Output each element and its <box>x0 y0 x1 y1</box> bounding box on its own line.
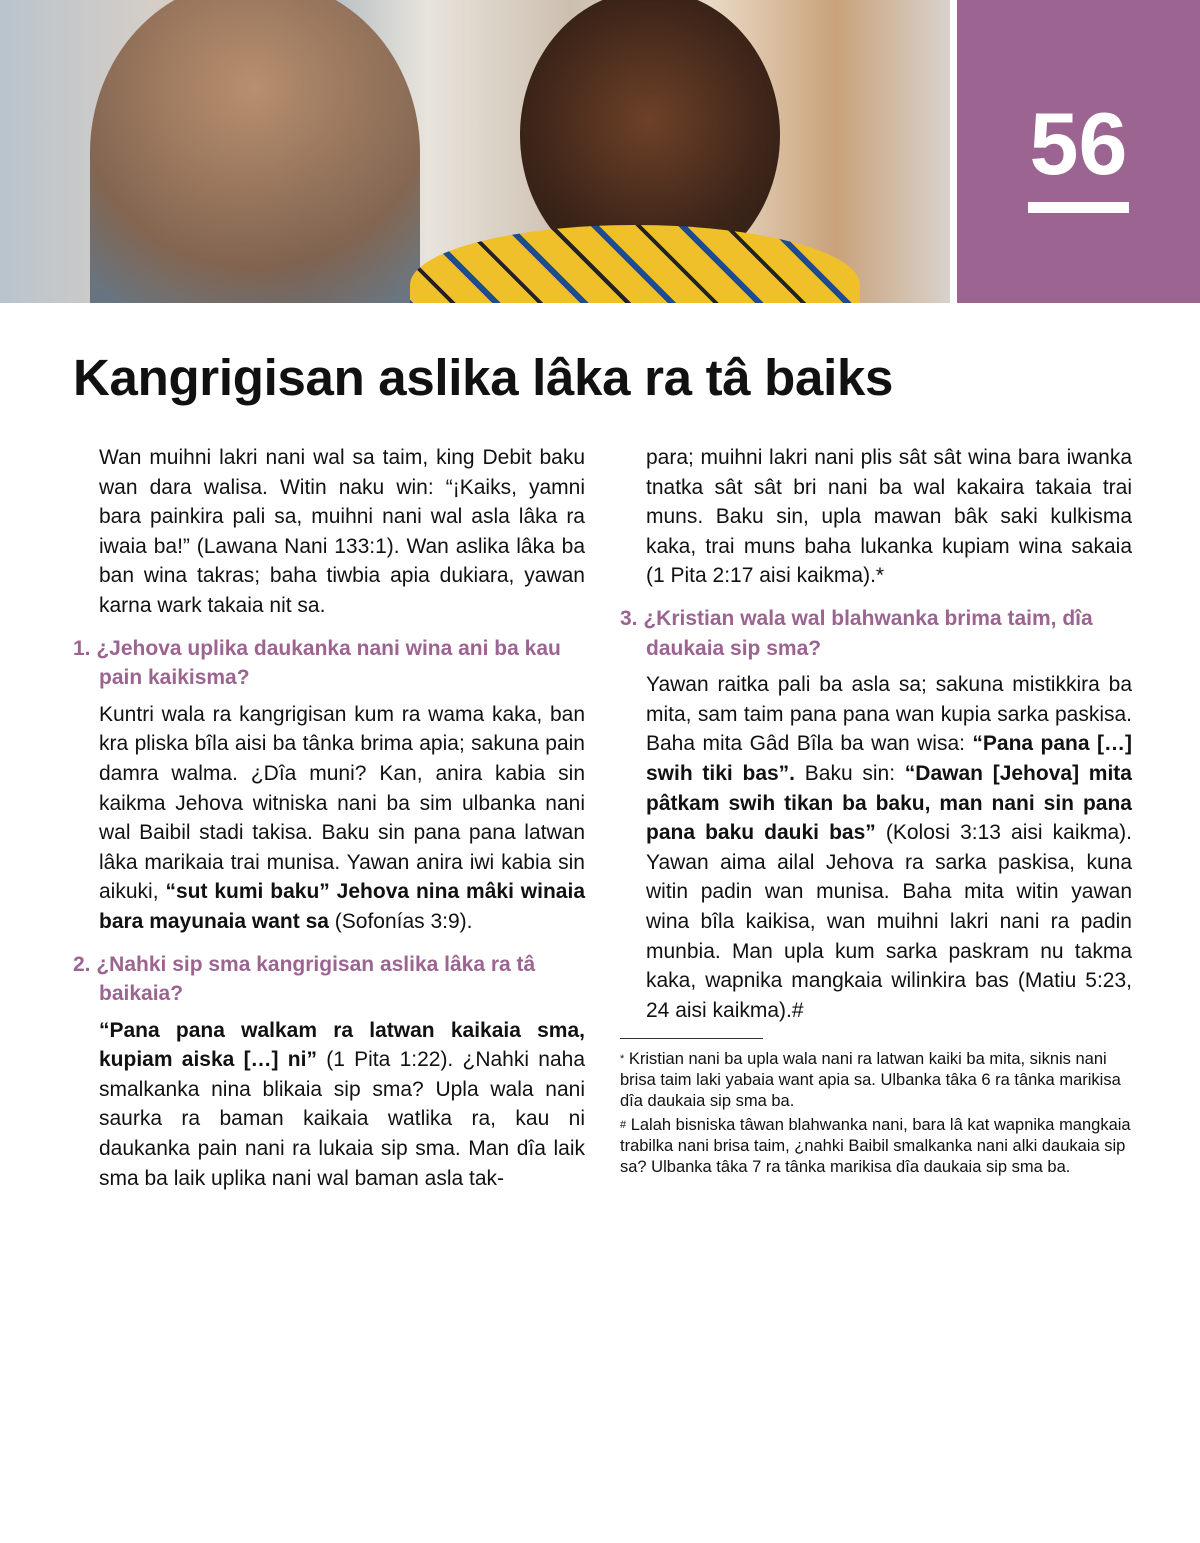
question-heading <box>73 950 585 1009</box>
footnote <box>620 1049 1132 1112</box>
bold-text: “Dawan [Jehova] mita pâtkam swih tikan ba baku, man nani sin pana pana baku dauki bas” <box>646 761 1132 845</box>
footnote <box>620 1115 1132 1178</box>
paragraph <box>99 700 585 937</box>
footnote-mark: # <box>620 1119 627 1132</box>
text: Yawan raitka pali ba asla sa; sakuna mistikkira ba mita, sam taim pana pana wan kupia sarka paskisa. Baha mita Gâd Bîla ba wan wisa: <box>646 673 1132 756</box>
paragraph <box>646 670 1132 1025</box>
lesson-number: 56 <box>1029 94 1128 193</box>
text: Kuntri wala ra kangrigisan kum ra wama kaka, ban kra pliska bîla aisi ba tânka brima apia; sakuna pain damra walma. ¿Dîa muni? Kan, anira kabia sin kaikma Jehova witniska nani ba sim ulbanka nani wal Baibil stadi takisa. Baku sin pana pana latwan lâka marikaia trai munisa. Yawan anira iwi kabia sin aikuki, <box>99 702 585 904</box>
paragraph <box>99 1016 585 1194</box>
hero-photo <box>0 0 950 303</box>
footnote-text: Kristian nani ba upla wala nani ra latwan kaiki ba mita, siknis nani brisa taim laki yabaia want apia sa. Ulbanka tâka 6 ra tânka marikisa dîa daukaia sip sma ba. <box>620 1050 1121 1111</box>
paragraph <box>99 443 585 621</box>
text: 3. ¿Kristian wala wal blahwanka brima taim, dîa daukaia sip sma? <box>620 606 1093 660</box>
badge-underline <box>1028 202 1129 213</box>
text: 2. ¿Nahki sip sma kangrigisan aslika lâka ra tâ baikaia? <box>73 952 536 1006</box>
bold-text: “Pana pana walkam ra latwan kaikaia sma, kupiam aiska […] ni” <box>99 1018 585 1072</box>
text: (Kolosi 3:13 aisi kaikma). Yawan aima ailal Jehova ra sarka paskisa, kuna witin padin wan munisa. Baha mita witin yawan wina bîla kaikisa, wan muihni lakri nani ra padin munbia. Man upla kum sarka paskram nu takma kaka, wapnika mangkaia wilinkira bas (Matiu 5:23, 24 aisi kaikma).# <box>646 821 1132 1022</box>
text: (1 Pita 1:22). ¿Nahki naha smalkanka nina blikaia sip sma? Upla wala nani saurka ra baman kaikaia watlika ra, kau ni daukanka pain nani ra lukaia sip sma. Man dîa laik sma ba laik uplika nani wal baman asla tak- <box>99 1048 585 1190</box>
paragraph <box>646 443 1132 591</box>
bold-text: “sut kumi baku” Jehova nina mâki winaia bara mayunaia want sa <box>99 880 585 933</box>
left-column <box>73 443 585 1206</box>
text: Baku sin: <box>795 761 905 785</box>
text: Wan muihni lakri nani wal sa taim, king Debit baku wan dara walisa. Witin naku win: “¡Kaiks, yamni bara painkira pali sa, muihni nani wal asla lâka ra iwaia ba!” (Lawana Nani 133:1). Wan aslika lâka ba ban wina takras; baha tiwbia apia dukiara, yawan karna wark takaia nit sa. <box>99 446 585 617</box>
footnotes <box>620 1049 1132 1178</box>
page-title: Kangrigisan aslika lâka ra tâ baiks <box>73 349 894 406</box>
footnote-mark: * <box>620 1053 625 1066</box>
question-heading <box>73 634 585 693</box>
text: para; muihni lakri nani plis sât sât wina bara iwanka tnatka sât sât bri nani ba wal kakaira takaia trai muns. Baku sin, upla mawan bâk saki kulkisma kaka, trai muns baha lukanka kupiam wina sakaia (1 Pita 2:17 aisi kaikma).* <box>646 446 1132 588</box>
right-column <box>620 443 1132 1181</box>
bold-text: “Pana pana […] swih tiki bas”. <box>646 732 1132 785</box>
text: 1. ¿Jehova uplika daukanka nani wina ani ba kau pain kaikisma? <box>73 636 561 690</box>
text: (Sofonías 3:9). <box>328 909 473 933</box>
lesson-number-badge <box>957 0 1200 303</box>
footnote-text: Lalah bisniska tâwan blahwanka nani, bara lâ kat wapnika mangkaia trabilka nani brisa taim, ¿nahki Baibil smalkanka nani alki daukaia sip sa? Ulbanka tâka 7 ra tânka marikisa dîa daukaia sip sma ba. <box>620 1116 1131 1177</box>
question-heading <box>620 604 1132 663</box>
footnote-divider <box>620 1038 763 1039</box>
